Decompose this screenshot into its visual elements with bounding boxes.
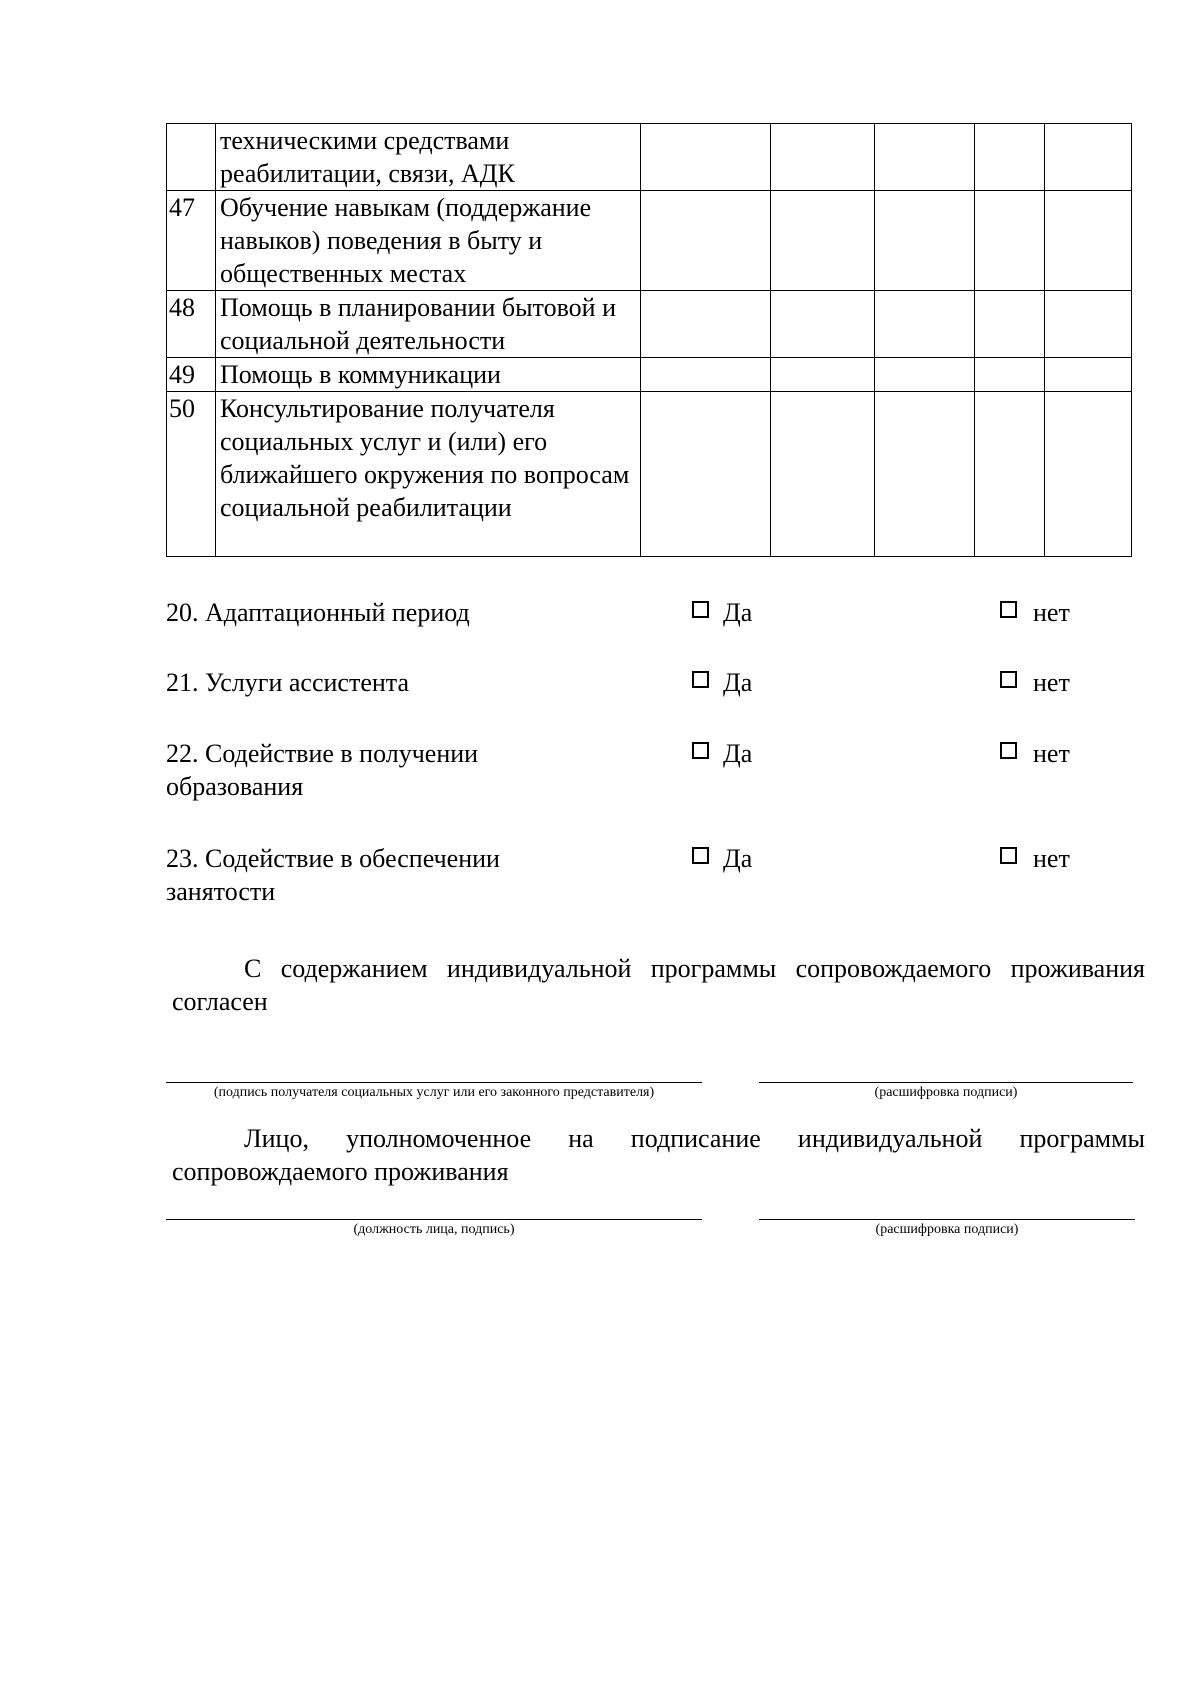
service-name: Помощь в коммуникации	[216, 358, 641, 392]
no-label: нет	[1033, 598, 1070, 627]
table-cell	[1045, 291, 1132, 358]
authorized-decode-line[interactable]	[759, 1219, 1135, 1220]
table-cell	[641, 392, 771, 557]
option-yes-education[interactable]	[692, 737, 752, 770]
recipient-decode-line[interactable]	[759, 1082, 1133, 1083]
row-number: 50	[167, 392, 216, 557]
authorized-signature-caption: (должность лица, подпись)	[353, 1222, 515, 1237]
row-number: 49	[167, 358, 216, 392]
table-cell	[875, 392, 975, 557]
option-no-assistant[interactable]	[1000, 666, 1070, 699]
table-cell	[771, 124, 875, 191]
agreement-text: С содержанием индивидуальной программы сопровождаемого проживания согласен	[172, 954, 1145, 1016]
table-row	[167, 291, 1132, 358]
option-no-education[interactable]	[1000, 737, 1070, 770]
table-row	[167, 191, 1132, 291]
option-label-education: 22. Содействие в получении образования	[166, 739, 479, 801]
checkbox-icon[interactable]	[1000, 671, 1017, 688]
checkbox-icon[interactable]	[692, 847, 709, 864]
checkbox-icon[interactable]	[692, 671, 709, 688]
no-label: нет	[1033, 844, 1070, 873]
option-no-employment[interactable]	[1000, 842, 1070, 875]
no-label: нет	[1033, 739, 1070, 768]
table-cell	[875, 358, 975, 392]
checkbox-icon[interactable]	[692, 742, 709, 759]
yes-label: Да	[723, 844, 753, 873]
row-number: 47	[167, 191, 216, 291]
yes-label: Да	[723, 598, 753, 627]
table-cell	[771, 392, 875, 557]
table-cell	[975, 392, 1045, 557]
option-label-assistant: 21. Услуги ассистента	[166, 668, 409, 697]
authorized-text: Лицо, уполномоченное на подписание индивидуальной программы сопровождаемого проживания	[172, 1124, 1145, 1186]
service-name: Консультирование получателя социальных услуг и (или) его ближайшего окружения по вопросам социальной реабилитации	[216, 392, 641, 557]
option-yes-assistant[interactable]	[692, 666, 752, 699]
yes-label: Да	[723, 668, 753, 697]
table-cell	[771, 358, 875, 392]
option-no-adaptation[interactable]	[1000, 596, 1070, 629]
table-cell	[771, 191, 875, 291]
table-cell	[875, 291, 975, 358]
checkbox-icon[interactable]	[692, 601, 709, 618]
no-label: нет	[1033, 668, 1070, 697]
table-row	[167, 124, 1132, 191]
services-table	[166, 123, 1132, 557]
table-cell	[1045, 124, 1132, 191]
recipient-signature-caption: (подпись получателя социальных услуг или его законного представителя)	[213, 1085, 655, 1100]
table-row	[167, 392, 1132, 557]
checkbox-icon[interactable]	[1000, 847, 1017, 864]
option-label-employment: 23. Содействие в обеспечении занятости	[166, 844, 500, 906]
authorized-signature-line[interactable]	[166, 1219, 702, 1220]
service-name: Обучение навыкам (поддержание навыков) поведения в быту и общественных местах	[216, 191, 641, 291]
row-number: 48	[167, 291, 216, 358]
table-cell	[875, 124, 975, 191]
yes-label: Да	[723, 739, 753, 768]
table-cell	[641, 358, 771, 392]
table-cell	[975, 291, 1045, 358]
checkbox-icon[interactable]	[1000, 601, 1017, 618]
service-name: техническими средствами реабилитации, связи, АДК	[216, 124, 641, 191]
table-cell	[975, 191, 1045, 291]
table-cell	[1045, 358, 1132, 392]
option-label-adaptation: 20. Адаптационный период	[166, 598, 470, 627]
table-row	[167, 358, 1132, 392]
table-cell	[771, 291, 875, 358]
recipient-decode-caption: (расшифровка подписи)	[874, 1085, 1018, 1100]
checkbox-icon[interactable]	[1000, 742, 1017, 759]
table-cell	[1045, 392, 1132, 557]
service-name: Помощь в планировании бытовой и социальной деятельности	[216, 291, 641, 358]
table-cell	[975, 124, 1045, 191]
recipient-signature-line[interactable]	[166, 1082, 702, 1083]
authorized-paragraph	[172, 1122, 1145, 1188]
table-cell	[641, 291, 771, 358]
row-number	[167, 124, 216, 191]
table-cell	[641, 191, 771, 291]
table-cell	[875, 191, 975, 291]
agreement-paragraph	[172, 952, 1145, 1018]
table-cell	[1045, 191, 1132, 291]
option-yes-adaptation[interactable]	[692, 596, 752, 629]
table-cell	[641, 124, 771, 191]
table-cell	[975, 358, 1045, 392]
authorized-decode-caption: (расшифровка подписи)	[875, 1222, 1019, 1237]
option-yes-employment[interactable]	[692, 842, 752, 875]
